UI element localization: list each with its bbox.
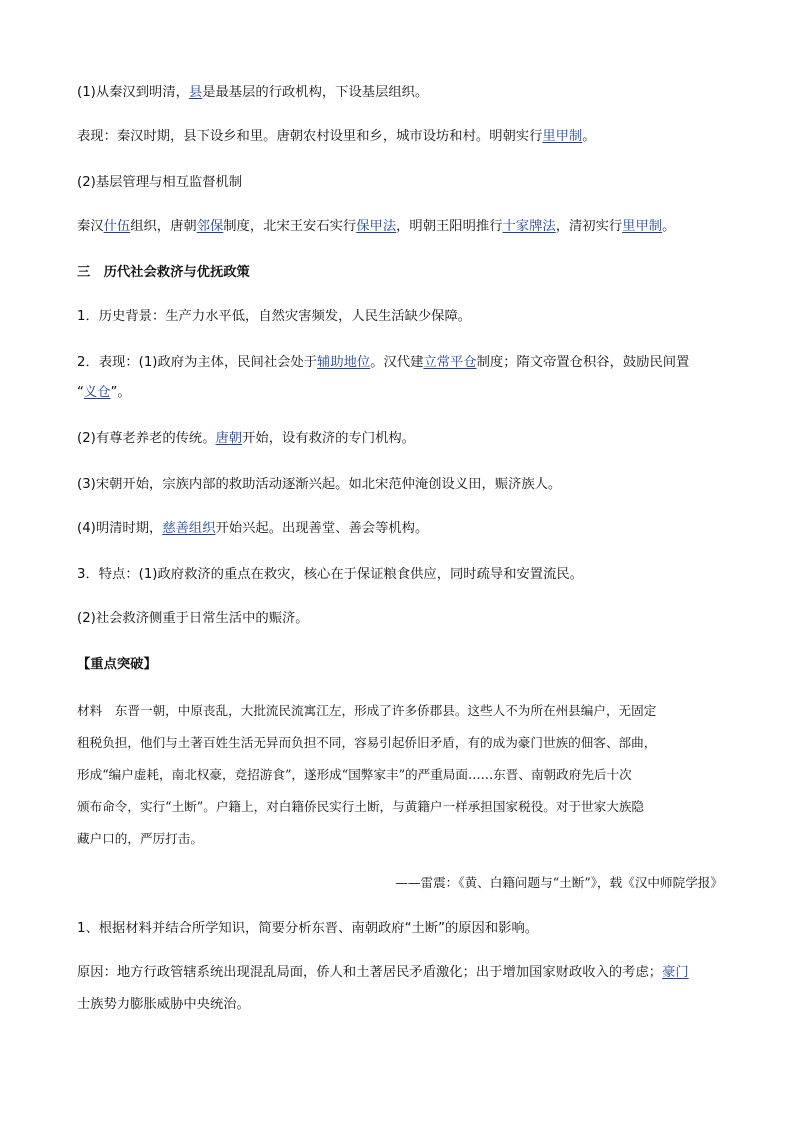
text-segment: 表现：秦汉时期，县下设乡和里。唐朝农村设里和乡，城市设坊和村。明朝实行 <box>77 129 543 144</box>
text-segment: 三 历代社会救济与优抚政策 <box>77 265 250 280</box>
text-segment: 颁布命令，实行“土断”。户籍上，对白籍侨民实行土断，与黄籍户一样承担国家税役。对于世家大族隐 <box>77 799 645 814</box>
underlined-term: 县 <box>188 85 203 100</box>
text-segment: ——雷震：《黄、白籍问题与“土断”》，载《汉中师院学报》 <box>395 875 723 890</box>
text-segment: (1)从秦汉到明清， <box>77 85 189 100</box>
text-segment: (4)明清时期， <box>77 521 163 536</box>
section-heading <box>77 654 727 676</box>
section-heading <box>77 262 727 284</box>
underlined-term: 什伍 <box>103 219 131 234</box>
underlined-term: 里甲制 <box>622 219 663 234</box>
material-line <box>77 732 727 754</box>
text-line <box>77 608 727 630</box>
text-line <box>77 306 727 328</box>
text-segment: 形成“编户虚耗，南北权豪，竞招游食”，遂形成“国弊家丰”的严重局面……东晋、南朝政府先后十次 <box>77 767 632 782</box>
text-segment: 2．表现：(1)政府为主体，民间社会处于 <box>77 355 318 370</box>
text-segment: 秦汉 <box>77 219 104 234</box>
underlined-term: 唐朝 <box>215 431 243 446</box>
text-segment: 开始，设有救济的专门机构。 <box>242 431 415 446</box>
text-line <box>77 82 727 104</box>
text-line <box>77 172 727 194</box>
text-line <box>77 474 727 496</box>
text-segment: 开始兴起。出现善堂、善会等机构。 <box>215 521 429 536</box>
text-segment: 制度；隋文帝置仓积谷，鼓励民间置 <box>476 355 690 370</box>
text-segment: 。汉代建 <box>370 355 424 370</box>
text-segment: 是最基层的行政机构，下设基层组织。 <box>202 85 429 100</box>
text-segment: ，明朝王阳明推行 <box>396 219 503 234</box>
underlined-term: 保甲法 <box>356 219 397 234</box>
text-line <box>77 428 727 450</box>
text-segment: 藏户口的，严厉打击。 <box>77 831 203 846</box>
text-segment: 【重点突破】 <box>77 657 157 672</box>
text-segment: 士族势力膨胀威胁中央统治。 <box>77 997 250 1012</box>
text-segment: 。 <box>662 219 676 234</box>
answer-line <box>77 962 727 984</box>
text-line <box>77 564 727 586</box>
underlined-term: 邻保 <box>196 219 224 234</box>
text-segment: (2)有尊老养老的传统。 <box>77 431 216 446</box>
text-segment: 租税负担，他们与土著百姓生活无异而负担不同，容易引起侨旧矛盾，有的成为豪门世族的佃客、部曲， <box>77 735 657 750</box>
text-segment: 制度，北宋王安石实行 <box>223 219 357 234</box>
underlined-term: 慈善组织 <box>162 521 216 536</box>
text-segment: 。 <box>582 129 596 144</box>
underlined-term: 里甲制 <box>542 129 583 144</box>
underlined-term: 豪门 <box>662 965 689 980</box>
answer-line <box>77 994 727 1016</box>
underlined-term: 立常平仓 <box>423 355 477 370</box>
text-line <box>77 518 727 540</box>
question-line <box>77 918 727 940</box>
text-segment: (3)宋朝开始，宗族内部的救助活动逐渐兴起。如北宋范仲淹创设义田，赈济族人。 <box>77 477 562 492</box>
text-line <box>77 126 727 148</box>
text-segment: 1．历史背景：生产力水平低，自然灾害频发，人民生活缺少保障。 <box>77 309 472 324</box>
material-line <box>77 828 727 850</box>
text-segment: 1、根据材料并结合所学知识，简要分析东晋、南朝政府“土断”的原因和影响。 <box>77 921 539 936</box>
text-segment: 组织，唐朝 <box>130 219 197 234</box>
underlined-term: 义仓 <box>83 385 111 400</box>
material-line <box>77 796 727 818</box>
text-segment: 3．特点：(1)政府救济的重点在救灾，核心在于保证粮食供应，同时疏导和安置流民。 <box>77 567 583 582</box>
underlined-term: 辅助地位 <box>317 355 371 370</box>
text-segment: (2)基层管理与相互监督机制 <box>77 175 243 190</box>
text-segment: (2)社会救济侧重于日常生活中的赈济。 <box>77 611 309 626</box>
text-line <box>77 216 727 238</box>
underlined-term: 十家牌法 <box>502 219 556 234</box>
text-segment: “ <box>77 385 84 400</box>
material-source <box>77 872 723 894</box>
text-segment: 材料 东晋一朝，中原丧乱，大批流民流寓江左，形成了许多侨郡县。这些人不为所在州县编户，无固定 <box>77 703 657 718</box>
text-segment: ，清初实行 <box>555 219 623 234</box>
text-line <box>77 352 727 374</box>
text-line <box>77 382 727 404</box>
text-segment: ”。 <box>110 385 131 400</box>
material-line <box>77 700 727 722</box>
material-line <box>77 764 727 786</box>
text-segment: 原因：地方行政管辖系统出现混乱局面，侨人和土著居民矛盾激化；出于增加国家财政收入的考虑； <box>77 965 663 980</box>
